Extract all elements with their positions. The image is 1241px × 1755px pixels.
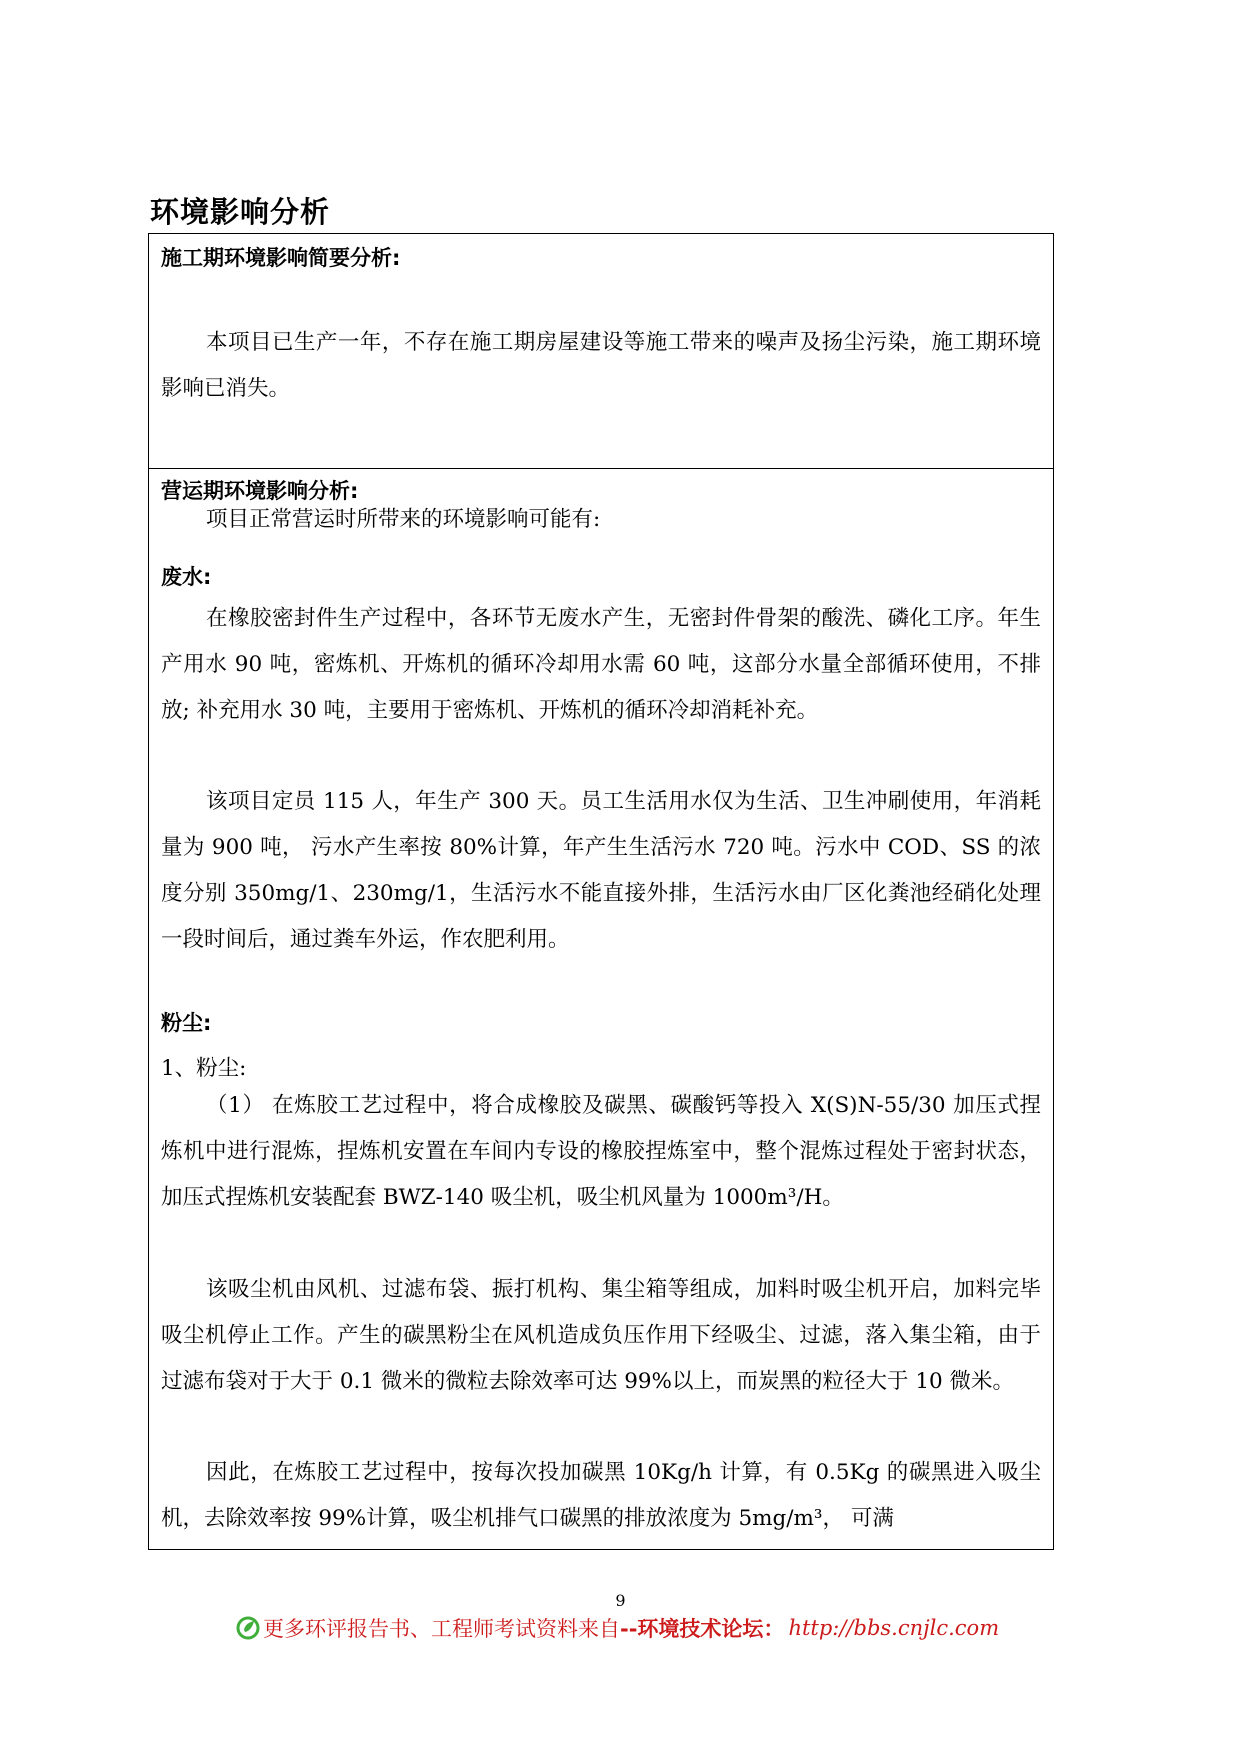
construction-paragraph: 本项目已生产一年，不存在施工期房屋建设等施工带来的噪声及扬尘污染，施工期环境影响已消失。 (161, 330, 1041, 401)
dust-paragraph-3: 因此，在炼胶工艺过程中，按每次投加碳黑 10Kg/h 计算，有 0.5Kg 的碳黑进入吸尘机，去除效率按 99%计算，吸尘机排气口碳黑的排放浓度为 5mg/m³， 可满 (161, 1460, 1041, 1531)
leaf-logo-icon (235, 1615, 261, 1641)
footer-banner[interactable] (235, 1610, 999, 1646)
section-title: 环境影响分析 (150, 195, 331, 229)
dust-subheading: 1、粉尘: (161, 1056, 247, 1081)
footer-url-link[interactable]: http://bbs.cnjlc.com (788, 1616, 1000, 1640)
dust-paragraph-2: 该吸尘机由风机、过滤布袋、振打机构、集尘箱等组成，加料时吸尘机开启，加料完毕吸尘机停止工作。产生的碳黑粉尘在风机造成负压作用下经吸尘、过滤，落入集尘箱，由于过滤布袋对于大于 0.1 微米的微粒去除效率可达 99%以上，而炭黑的粒径大于 10 微米。 (161, 1277, 1041, 1394)
dust-paragraph-1: （1） 在炼胶工艺过程中，将合成橡胶及碳黑、碳酸钙等投入 X(S)N-55/30 加压式捏炼机中进行混炼，捏炼机安置在车间内专设的橡胶捏炼室中，整个混炼过程处于密封状态，加压式捏炼机安装配套 BWZ-140 吸尘机，吸尘机风量为 1000m³/H。 (161, 1093, 1041, 1210)
wastewater-heading: 废水: (161, 565, 212, 589)
footer-text: 更多环评报告书、工程师考试资料来自 (263, 1617, 620, 1641)
operation-heading: 营运期环境影响分析: (161, 479, 359, 503)
footer-forum-label: --环境技术论坛： (620, 1617, 785, 1641)
operation-intro: 项目正常营运时所带来的环境影响可能有: (206, 507, 601, 532)
dust-heading: 粉尘: (161, 1011, 212, 1035)
page-number: 9 (615, 1591, 626, 1610)
construction-heading: 施工期环境影响简要分析: (161, 246, 401, 270)
wastewater-paragraph-1: 在橡胶密封件生产过程中，各环节无废水产生，无密封件骨架的酸洗、磷化工序。年生产用水 90 吨，密炼机、开炼机的循环冷却用水需 60 吨，这部分水量全部循环使用，不排放; 补充用水 30 吨，主要用于密炼机、开炼机的循环冷却消耗补充。 (161, 606, 1041, 723)
operation-impact-box (148, 468, 1054, 1550)
construction-impact-box (148, 233, 1054, 469)
wastewater-paragraph-2: 该项目定员 115 人，年生产 300 天。员工生活用水仅为生活、卫生冲刷使用，年消耗量为 900 吨， 污水产生率按 80%计算，年产生生活污水 720 吨。污水中 COD、SS 的浓度分别 350mg/1、230mg/1，生活污水不能直接外排，生活污水由厂区化粪池经硝化处理一段时间后，通过粪车外运，作农肥利用。 (161, 789, 1041, 952)
